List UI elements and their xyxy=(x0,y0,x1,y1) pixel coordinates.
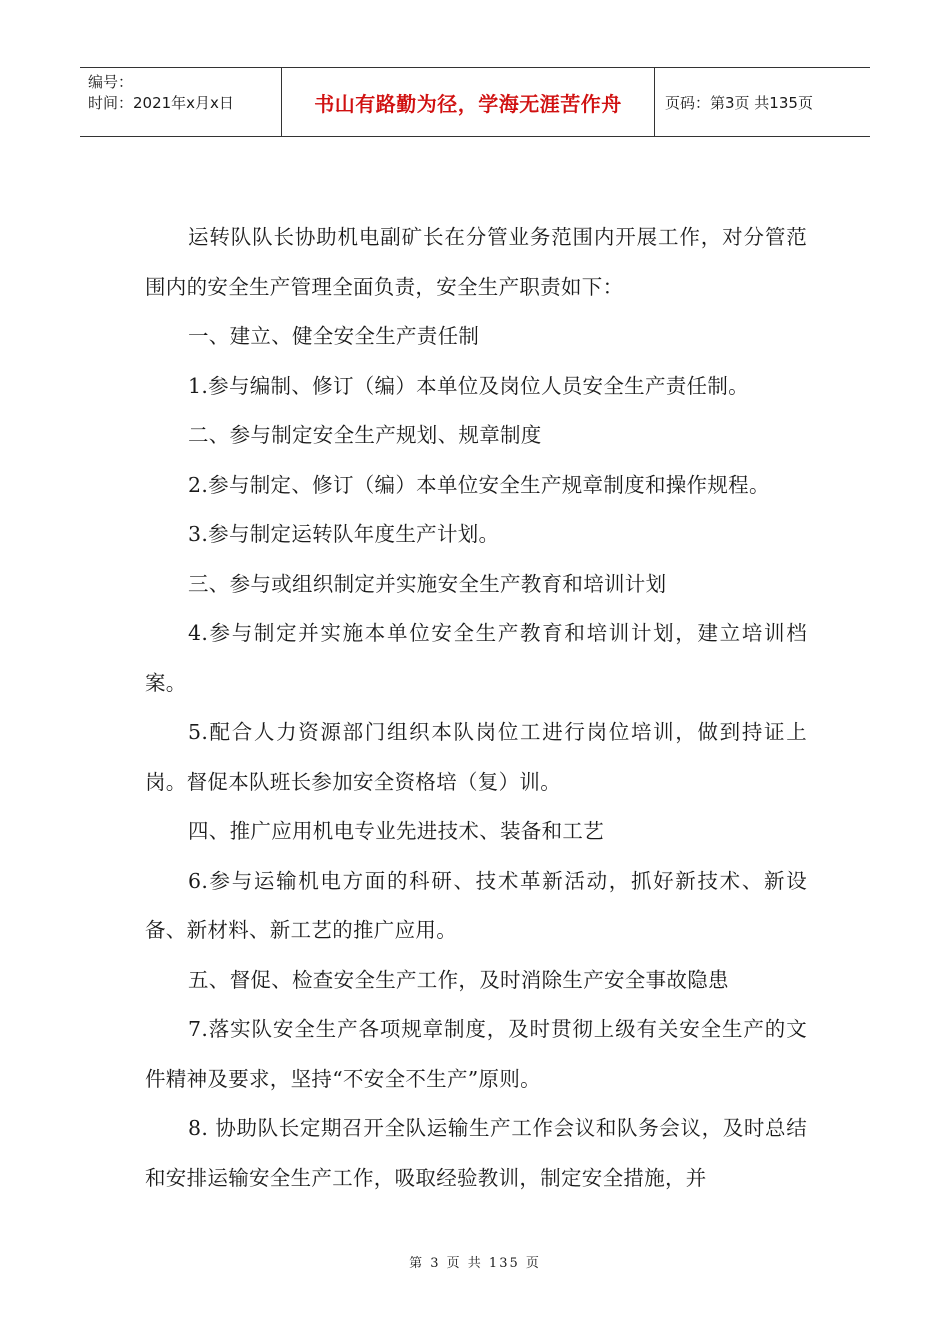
paragraph: 运转队队长协助机电副矿长在分管业务范围内开展工作，对分管范围内的安全生产管理全面负责，安全生产职责如下： xyxy=(145,225,807,299)
document-body xyxy=(145,213,807,1203)
header-page-info: 页码：第3页 共135页 xyxy=(665,93,813,112)
page-header xyxy=(80,67,870,137)
paragraph: 7.落实队安全生产各项规章制度，及时贯彻上级有关安全生产的文件精神及要求，坚持“不安全不生产”原则。 xyxy=(145,1017,807,1091)
paragraph: 5.配合人力资源部门组织本队岗位工进行岗位培训，做到持证上岗。督促本队班长参加安全资格培（复）训。 xyxy=(145,720,807,794)
document-number-label: 编号： xyxy=(88,73,134,91)
paragraph: 1.参与编制、修订（编）本单位及岗位人员安全生产责任制。 xyxy=(188,373,749,398)
paragraph: 2.参与制定、修订（编）本单位安全生产规章制度和操作规程。 xyxy=(188,472,770,497)
paragraph: 4.参与制定并实施本单位安全生产教育和培训计划，建立培训档案。 xyxy=(145,621,807,695)
page-footer: 第 3 页 共 135 页 xyxy=(409,1256,541,1271)
section-heading: 一、建立、健全安全生产责任制 xyxy=(188,324,480,348)
paragraph: 3.参与制定运转队年度生产计划。 xyxy=(188,522,500,546)
section-heading: 三、参与或组织制定并实施安全生产教育和培训计划 xyxy=(188,571,667,596)
section-heading: 五、督促、检查安全生产工作，及时消除生产安全事故隐患 xyxy=(188,967,729,992)
paragraph: 8. 协助队长定期召开全队运输生产工作会议和队务会议，及时总结和安排运输安全生产工作，吸取经验教训，制定安全措施，并 xyxy=(145,1116,807,1190)
paragraph: 6.参与运输机电方面的科研、技术革新活动，抓好新技术、新设备、新材料、新工艺的推广应用。 xyxy=(145,868,807,942)
header-meta xyxy=(80,68,282,136)
section-heading: 二、参与制定安全生产规划、规章制度 xyxy=(188,423,542,447)
document-time-label: 时间：2021年x月x日 xyxy=(88,94,234,112)
header-motto: 书山有路勤为径，学海无涯苦作舟 xyxy=(282,68,655,136)
section-heading: 四、推广应用机电专业先进技术、装备和工艺 xyxy=(188,819,604,843)
